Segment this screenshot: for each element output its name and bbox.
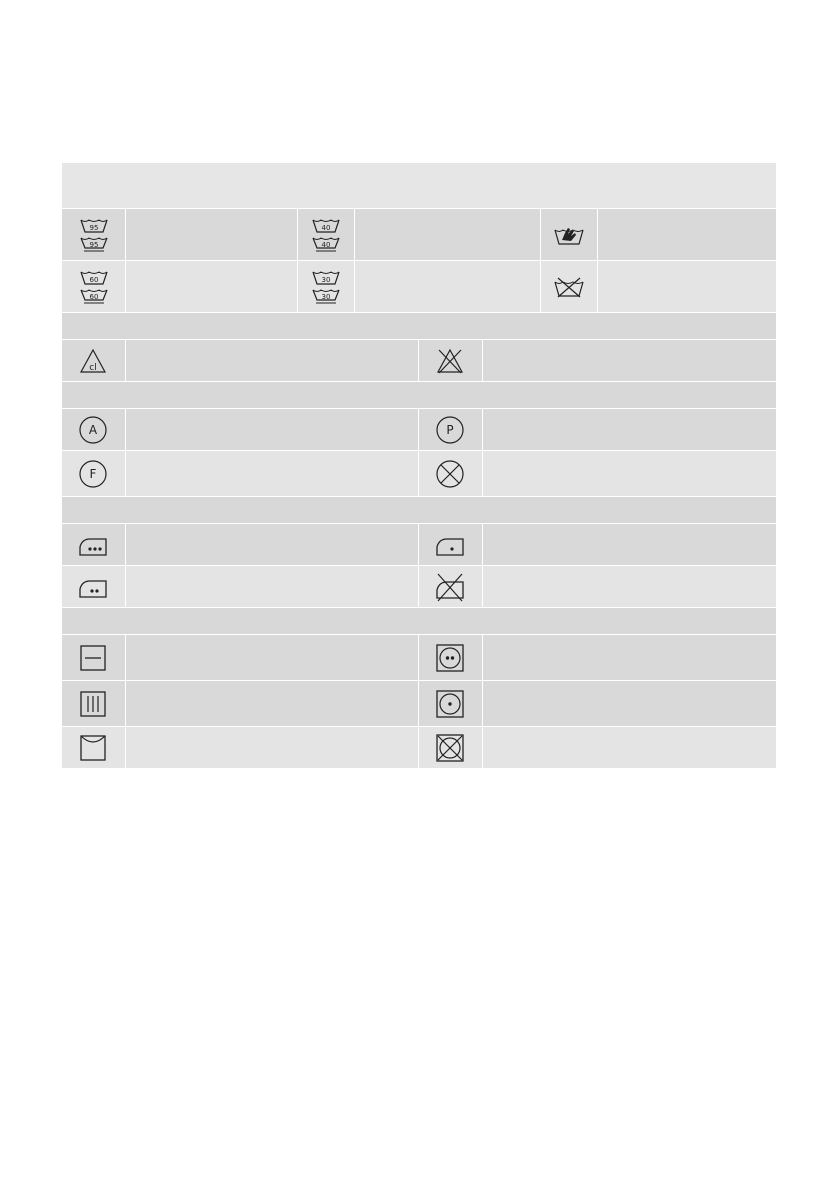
iron-2-dots-icon bbox=[78, 575, 108, 599]
section-header-bleaching bbox=[62, 313, 776, 340]
dryclean-icon-cell bbox=[62, 409, 126, 450]
svg-text:P: P bbox=[446, 422, 455, 437]
bleach-text-cell bbox=[483, 340, 776, 381]
table-row bbox=[62, 727, 776, 769]
washtub-60-icon bbox=[80, 270, 108, 286]
washing-icon-cell bbox=[298, 261, 355, 312]
svg-text:40: 40 bbox=[321, 223, 331, 232]
svg-text:60: 60 bbox=[89, 275, 98, 284]
drying-text-cell bbox=[483, 727, 776, 768]
table-row bbox=[62, 524, 776, 566]
drying-icon-cell bbox=[62, 727, 126, 768]
tumble-dry-1-dot-icon bbox=[435, 689, 465, 719]
svg-text:30: 30 bbox=[321, 292, 331, 301]
dryclean-p-icon bbox=[435, 415, 465, 445]
washing-text-cell bbox=[598, 261, 774, 312]
iron-icon-cell bbox=[62, 566, 126, 607]
iron-text-cell bbox=[126, 566, 419, 607]
do-not-dryclean-icon bbox=[435, 459, 465, 489]
drying-text-cell bbox=[126, 681, 419, 726]
dryclean-f-icon bbox=[78, 459, 108, 489]
table-row bbox=[62, 451, 776, 497]
do-not-tumble-dry-icon bbox=[435, 733, 465, 763]
drying-icon-cell bbox=[62, 635, 126, 680]
drying-icon-cell bbox=[419, 727, 483, 768]
dryclean-icon-cell bbox=[419, 451, 483, 496]
dry-flat-icon bbox=[79, 644, 107, 672]
washing-icon-cell bbox=[298, 209, 355, 260]
washtub-30-gentle-icon bbox=[312, 288, 340, 304]
washing-icon-cell bbox=[541, 209, 598, 260]
drying-icon-cell bbox=[62, 681, 126, 726]
table-header bbox=[62, 163, 776, 209]
bleach-text-cell bbox=[126, 340, 419, 381]
table-row bbox=[62, 340, 776, 382]
drying-text-cell bbox=[483, 635, 776, 680]
table-row bbox=[62, 566, 776, 608]
dryclean-icon-cell bbox=[419, 409, 483, 450]
table-row bbox=[62, 209, 776, 261]
washtub-60-gentle-icon bbox=[80, 288, 108, 304]
do-not-wash-icon bbox=[554, 276, 584, 298]
washing-text-cell bbox=[598, 209, 774, 260]
drying-text-cell bbox=[483, 681, 776, 726]
washtub-95-gentle-icon bbox=[80, 236, 108, 252]
drying-icon-cell bbox=[419, 635, 483, 680]
iron-icon-cell bbox=[419, 524, 483, 565]
svg-text:cl: cl bbox=[89, 362, 98, 373]
dryclean-a-icon bbox=[78, 415, 108, 445]
iron-icon-cell bbox=[62, 524, 126, 565]
iron-icon-cell bbox=[419, 566, 483, 607]
drying-text-cell bbox=[126, 727, 419, 768]
iron-3-dots-icon bbox=[78, 533, 108, 557]
table-row bbox=[62, 681, 776, 727]
svg-text:30: 30 bbox=[321, 275, 331, 284]
table-row bbox=[62, 635, 776, 681]
dryclean-text-cell bbox=[483, 409, 776, 450]
drip-dry-icon bbox=[79, 690, 107, 718]
bleach-cl-icon bbox=[79, 348, 107, 374]
section-header-dry-cleaning bbox=[62, 382, 776, 409]
dryclean-text-cell bbox=[126, 409, 419, 450]
washing-icon-cell bbox=[541, 261, 598, 312]
tumble-dry-2-dots-icon bbox=[435, 643, 465, 673]
section-header-drying bbox=[62, 608, 776, 635]
washtub-30-icon bbox=[312, 270, 340, 286]
iron-1-dot-icon bbox=[435, 533, 465, 557]
svg-text:95: 95 bbox=[89, 223, 98, 232]
bleach-icon-cell bbox=[62, 340, 126, 381]
table-row bbox=[62, 261, 776, 313]
washing-text-cell bbox=[126, 209, 298, 260]
svg-text:60: 60 bbox=[89, 292, 98, 301]
do-not-iron-icon bbox=[435, 572, 465, 602]
washing-text-cell bbox=[355, 209, 541, 260]
line-dry-icon bbox=[79, 734, 107, 762]
drying-text-cell bbox=[126, 635, 419, 680]
washing-text-cell bbox=[355, 261, 541, 312]
iron-text-cell bbox=[483, 524, 776, 565]
washtub-40-icon bbox=[312, 218, 340, 234]
washtub-95-icon bbox=[80, 218, 108, 234]
section-header-ironing bbox=[62, 497, 776, 524]
washtub-40-gentle-icon bbox=[312, 236, 340, 252]
svg-text:95: 95 bbox=[89, 240, 98, 249]
washing-icon-cell bbox=[62, 261, 126, 312]
hand-wash-icon bbox=[554, 224, 584, 246]
dryclean-text-cell bbox=[483, 451, 776, 496]
svg-text:F: F bbox=[89, 466, 97, 481]
washing-text-cell bbox=[126, 261, 298, 312]
iron-text-cell bbox=[483, 566, 776, 607]
drying-icon-cell bbox=[419, 681, 483, 726]
washing-icon-cell bbox=[62, 209, 126, 260]
svg-text:A: A bbox=[89, 422, 98, 437]
dryclean-text-cell bbox=[126, 451, 419, 496]
do-not-bleach-icon bbox=[436, 348, 464, 374]
dryclean-icon-cell bbox=[62, 451, 126, 496]
care-symbols-table bbox=[62, 163, 776, 769]
table-row bbox=[62, 409, 776, 451]
svg-text:40: 40 bbox=[321, 240, 331, 249]
iron-text-cell bbox=[126, 524, 419, 565]
bleach-icon-cell bbox=[419, 340, 483, 381]
